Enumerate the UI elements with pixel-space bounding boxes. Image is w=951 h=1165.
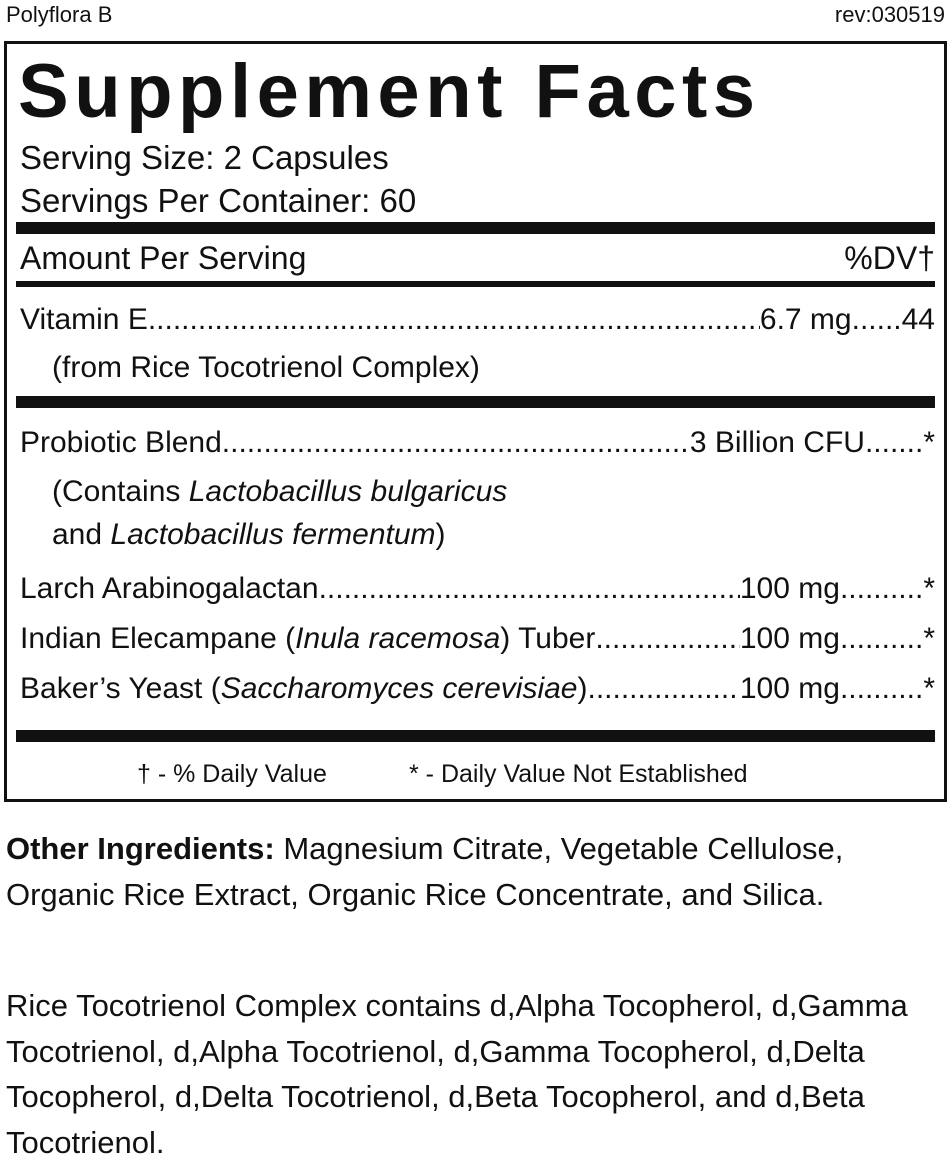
yeast-dv: * [923,672,935,705]
vitamin-e-amount: 6.7 mg [759,303,852,336]
probiotic-contains-line2 [52,518,446,552]
panel-title: Supplement Facts [18,49,761,134]
probiotic-dv: * [923,426,935,459]
probiotic-name: Probiotic Blend [20,426,222,459]
thick-divider [16,730,935,742]
dot-leader [595,622,740,656]
elecampane-name [20,622,595,656]
probiotic-contains-line1 [52,475,507,509]
servings-per-container: Servings Per Container: 60 [20,182,417,219]
vitamin-e-name: Vitamin E [20,303,148,336]
product-name: Polyflora B [6,2,113,27]
probiotic-row [20,426,935,460]
larch-dv: * [923,572,935,605]
close-paren: ) [435,518,446,551]
dot-leader-short: .......... [839,622,924,655]
contains-prefix: (Contains [52,475,189,508]
dot-leader-short: .......... [839,672,924,705]
thick-divider [16,396,935,408]
yeast-latin: Saccharomyces cerevisiae [220,672,578,705]
amount-header-row [20,241,935,275]
dot-leader-short: .......... [839,572,924,605]
footnote-daily-value: † - % Daily Value [137,760,327,788]
yeast-row [20,672,935,706]
revision-code: rev:030519 [834,2,945,27]
amount-per-serving-label: Amount Per Serving [20,240,307,276]
larch-row [20,572,935,606]
other-ingredients-label: Other Ingredients: [6,831,275,866]
yeast-prefix: Baker’s Yeast ( [20,672,221,705]
dot-leader [319,572,740,606]
elecampane-latin: Inula racemosa [295,622,501,655]
vitamin-e-dv: 44 [901,303,935,336]
elecampane-amount: 100 mg [739,622,840,655]
footnote-not-established: * - Daily Value Not Established [409,760,748,788]
and-word: and [52,518,111,551]
dot-leader [148,303,760,337]
elecampane-dv: * [923,622,935,655]
yeast-name [20,672,588,706]
dv-header: %DV† [844,240,935,276]
dot-leader-short: ....... [864,426,924,459]
vitamin-e-source: (from Rice Tocotrienol Complex) [52,351,480,384]
dot-leader [222,426,690,460]
larch-name: Larch Arabinogalactan [20,572,319,605]
yeast-suffix: ) [577,672,588,705]
yeast-amount: 100 mg [739,672,840,705]
elecampane-prefix: Indian Elecampane ( [20,622,296,655]
larch-amount: 100 mg [739,572,840,605]
species-1: Lactobacillus bulgaricus [188,475,508,508]
thick-divider [16,222,935,234]
elecampane-suffix: ) Tuber [500,622,596,655]
other-ingredients [6,826,936,917]
dot-leader-short: ...... [851,303,902,336]
supplement-facts-panel [4,41,947,802]
vitamin-e-row [20,303,935,337]
probiotic-amount: 3 Billion CFU [689,426,865,459]
serving-size: Serving Size: 2 Capsules [20,139,389,176]
elecampane-row [20,622,935,656]
tocotrienol-note: Rice Tocotrienol Complex contains d,Alpha Tocopherol, d,Gamma Tocotrienol, d,Alpha Tocotrienol, d,Gamma Tocopherol, d,Delta Tocopherol, d,Delta Tocotrienol, d,Beta Tocopherol, and d,Beta Tocotrienol. [6,988,908,1160]
other-ingredients-text: Magnesium Citrate, Vegetable Cellulose, Organic Rice Extract, Organic Rice Concentrate, and Silica. [6,831,844,912]
species-2: Lactobacillus fermentum [110,518,436,551]
medium-divider [16,281,935,287]
dot-leader [588,672,740,706]
